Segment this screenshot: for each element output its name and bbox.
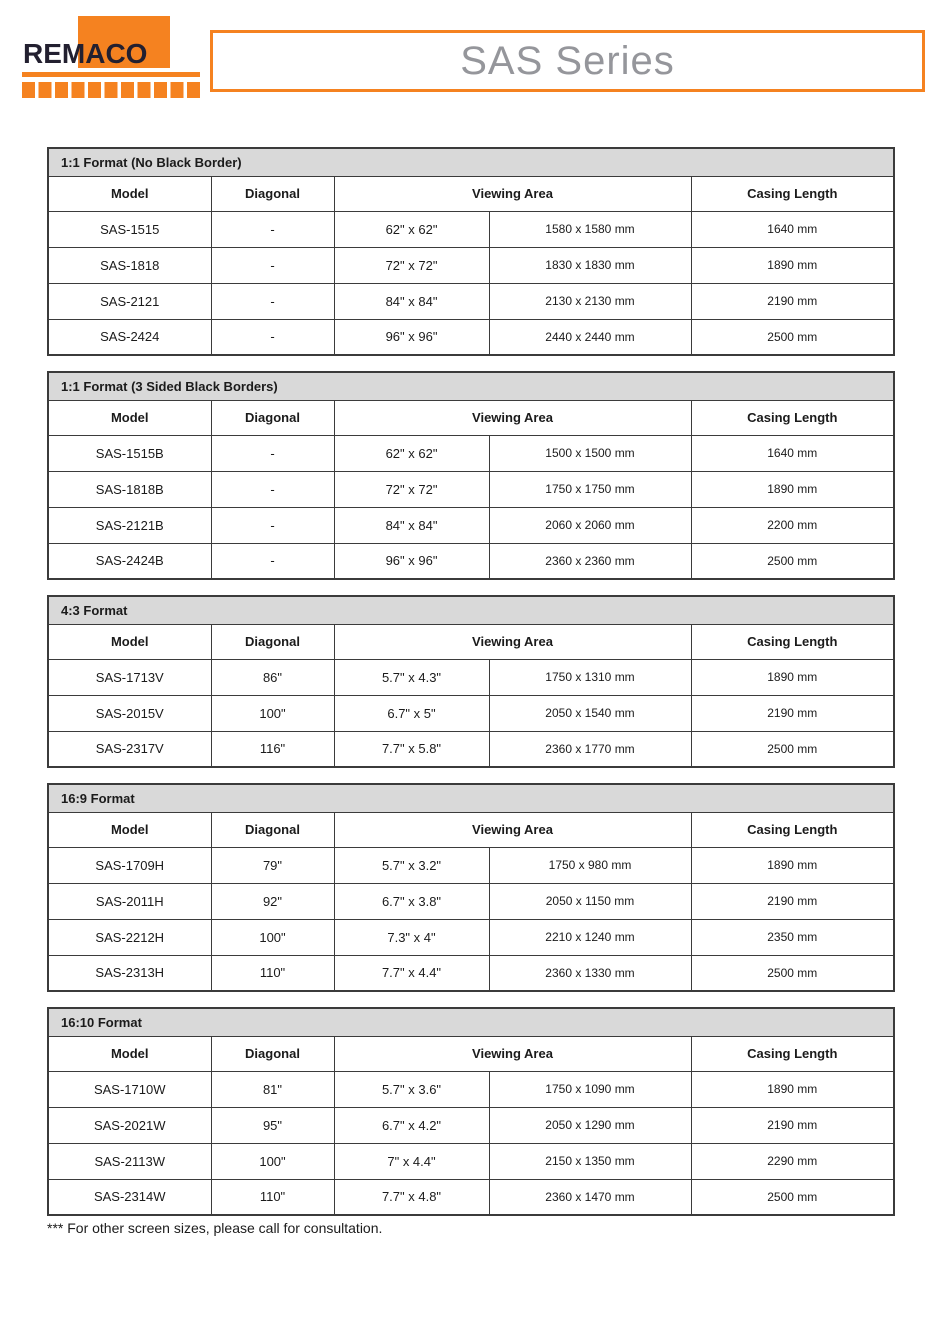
cell-model: SAS-1515B [48,435,211,471]
table-row [48,319,894,355]
cell-diagonal: 110" [211,955,334,991]
cell-diagonal: 81" [211,1071,334,1107]
cell-casing-length: 1890 mm [691,847,894,883]
cell-diagonal: 79" [211,847,334,883]
table-row [48,1143,894,1179]
table-row [48,919,894,955]
cell-viewing-area-mm: 2050 x 1290 mm [489,1107,691,1143]
cell-diagonal: - [211,507,334,543]
col-header-diagonal: Diagonal [211,400,334,435]
spec-table-1 [47,371,895,580]
col-header-diagonal: Diagonal [211,1036,334,1071]
column-header-row [48,1036,894,1071]
cell-diagonal: 100" [211,919,334,955]
table-row [48,695,894,731]
col-header-casing-length: Casing Length [691,176,894,211]
cell-casing-length: 1890 mm [691,659,894,695]
column-header-row [48,176,894,211]
column-header-row [48,812,894,847]
cell-viewing-area-in: 7.3" x 4" [334,919,489,955]
section-title: 4:3 Format [48,596,894,624]
cell-model: SAS-2313H [48,955,211,991]
cell-viewing-area-in: 84" x 84" [334,507,489,543]
cell-viewing-area-mm: 1750 x 1090 mm [489,1071,691,1107]
cell-viewing-area-mm: 2130 x 2130 mm [489,283,691,319]
col-header-casing-length: Casing Length [691,1036,894,1071]
col-header-model: Model [48,400,211,435]
col-header-viewing-area: Viewing Area [334,400,691,435]
table-row [48,435,894,471]
cell-model: SAS-1818 [48,247,211,283]
cell-diagonal: - [211,543,334,579]
cell-diagonal: - [211,247,334,283]
cell-viewing-area-mm: 1750 x 980 mm [489,847,691,883]
logo-squares-strip [22,82,200,98]
spec-table-3 [47,783,895,992]
footnote: *** For other screen sizes, please call for consultation. [47,1220,383,1236]
cell-diagonal: 100" [211,1143,334,1179]
spec-table-4 [47,1007,895,1216]
section-title: 16:9 Format [48,784,894,812]
cell-casing-length: 2350 mm [691,919,894,955]
cell-viewing-area-mm: 2050 x 1540 mm [489,695,691,731]
page-title: SAS Series [460,38,675,83]
cell-diagonal: - [211,211,334,247]
cell-diagonal: - [211,319,334,355]
section-title: 1:1 Format (3 Sided Black Borders) [48,372,894,400]
cell-viewing-area-mm: 2050 x 1150 mm [489,883,691,919]
cell-model: SAS-2317V [48,731,211,767]
col-header-casing-length: Casing Length [691,624,894,659]
cell-viewing-area-mm: 2060 x 2060 mm [489,507,691,543]
cell-viewing-area-mm: 2360 x 2360 mm [489,543,691,579]
table-row [48,507,894,543]
spec-table-0 [47,147,895,356]
col-header-casing-length: Casing Length [691,812,894,847]
cell-viewing-area-in: 6.7" x 3.8" [334,883,489,919]
cell-casing-length: 2190 mm [691,1107,894,1143]
cell-viewing-area-in: 62" x 62" [334,211,489,247]
cell-model: SAS-2011H [48,883,211,919]
col-header-viewing-area: Viewing Area [334,812,691,847]
table-row [48,211,894,247]
cell-viewing-area-mm: 2360 x 1330 mm [489,955,691,991]
cell-model: SAS-1515 [48,211,211,247]
cell-casing-length: 2500 mm [691,731,894,767]
cell-viewing-area-in: 84" x 84" [334,283,489,319]
col-header-model: Model [48,624,211,659]
cell-casing-length: 2500 mm [691,955,894,991]
cell-viewing-area-in: 72" x 72" [334,247,489,283]
cell-viewing-area-mm: 2210 x 1240 mm [489,919,691,955]
cell-casing-length: 1640 mm [691,211,894,247]
spec-table-2 [47,595,895,768]
cell-diagonal: 86" [211,659,334,695]
cell-viewing-area-in: 5.7" x 3.2" [334,847,489,883]
logo-orange-bar [22,72,200,77]
col-header-diagonal: Diagonal [211,176,334,211]
cell-model: SAS-2212H [48,919,211,955]
cell-model: SAS-1713V [48,659,211,695]
remaco-logo [22,16,200,100]
cell-viewing-area-mm: 1500 x 1500 mm [489,435,691,471]
cell-casing-length: 2190 mm [691,283,894,319]
cell-casing-length: 1640 mm [691,435,894,471]
column-header-row [48,400,894,435]
table-row [48,247,894,283]
cell-viewing-area-in: 72" x 72" [334,471,489,507]
cell-casing-length: 2190 mm [691,883,894,919]
col-header-model: Model [48,176,211,211]
table-row [48,543,894,579]
cell-diagonal: 116" [211,731,334,767]
table-row [48,955,894,991]
cell-model: SAS-2015V [48,695,211,731]
spec-tables [47,147,893,1231]
cell-model: SAS-1710W [48,1071,211,1107]
cell-model: SAS-1818B [48,471,211,507]
cell-casing-length: 2190 mm [691,695,894,731]
col-header-viewing-area: Viewing Area [334,1036,691,1071]
col-header-diagonal: Diagonal [211,812,334,847]
cell-viewing-area-in: 7.7" x 4.8" [334,1179,489,1215]
table-row [48,471,894,507]
cell-casing-length: 1890 mm [691,1071,894,1107]
cell-diagonal: - [211,435,334,471]
cell-viewing-area-mm: 1750 x 1310 mm [489,659,691,695]
col-header-viewing-area: Viewing Area [334,176,691,211]
cell-viewing-area-in: 62" x 62" [334,435,489,471]
col-header-model: Model [48,812,211,847]
cell-viewing-area-mm: 2360 x 1770 mm [489,731,691,767]
cell-viewing-area-mm: 1830 x 1830 mm [489,247,691,283]
cell-viewing-area-in: 96" x 96" [334,319,489,355]
cell-model: SAS-2021W [48,1107,211,1143]
section-title: 1:1 Format (No Black Border) [48,148,894,176]
cell-diagonal: - [211,471,334,507]
table-row [48,731,894,767]
cell-casing-length: 2500 mm [691,319,894,355]
table-row [48,847,894,883]
table-row [48,283,894,319]
cell-casing-length: 2200 mm [691,507,894,543]
table-row [48,883,894,919]
table-row [48,659,894,695]
cell-casing-length: 2500 mm [691,543,894,579]
cell-model: SAS-2121 [48,283,211,319]
cell-diagonal: 95" [211,1107,334,1143]
cell-casing-length: 1890 mm [691,471,894,507]
cell-model: SAS-2314W [48,1179,211,1215]
cell-viewing-area-in: 6.7" x 4.2" [334,1107,489,1143]
column-header-row [48,624,894,659]
cell-viewing-area-in: 6.7" x 5" [334,695,489,731]
cell-diagonal: 110" [211,1179,334,1215]
cell-viewing-area-mm: 2440 x 2440 mm [489,319,691,355]
table-row [48,1179,894,1215]
cell-diagonal: 92" [211,883,334,919]
cell-diagonal: 100" [211,695,334,731]
cell-viewing-area-in: 5.7" x 4.3" [334,659,489,695]
cell-viewing-area-in: 7" x 4.4" [334,1143,489,1179]
cell-diagonal: - [211,283,334,319]
logo-wordmark: REMACO [23,38,148,69]
col-header-viewing-area: Viewing Area [334,624,691,659]
col-header-diagonal: Diagonal [211,624,334,659]
cell-casing-length: 2500 mm [691,1179,894,1215]
cell-viewing-area-in: 7.7" x 4.4" [334,955,489,991]
cell-viewing-area-mm: 1750 x 1750 mm [489,471,691,507]
cell-viewing-area-in: 96" x 96" [334,543,489,579]
section-title: 16:10 Format [48,1008,894,1036]
cell-casing-length: 2290 mm [691,1143,894,1179]
cell-model: SAS-2424 [48,319,211,355]
cell-model: SAS-1709H [48,847,211,883]
cell-model: SAS-2424B [48,543,211,579]
col-header-casing-length: Casing Length [691,400,894,435]
cell-viewing-area-mm: 2150 x 1350 mm [489,1143,691,1179]
table-row [48,1071,894,1107]
cell-model: SAS-2113W [48,1143,211,1179]
cell-viewing-area-mm: 2360 x 1470 mm [489,1179,691,1215]
cell-casing-length: 1890 mm [691,247,894,283]
table-row [48,1107,894,1143]
series-title-box [210,30,925,92]
cell-viewing-area-in: 7.7" x 5.8" [334,731,489,767]
col-header-model: Model [48,1036,211,1071]
cell-viewing-area-mm: 1580 x 1580 mm [489,211,691,247]
cell-model: SAS-2121B [48,507,211,543]
cell-viewing-area-in: 5.7" x 3.6" [334,1071,489,1107]
